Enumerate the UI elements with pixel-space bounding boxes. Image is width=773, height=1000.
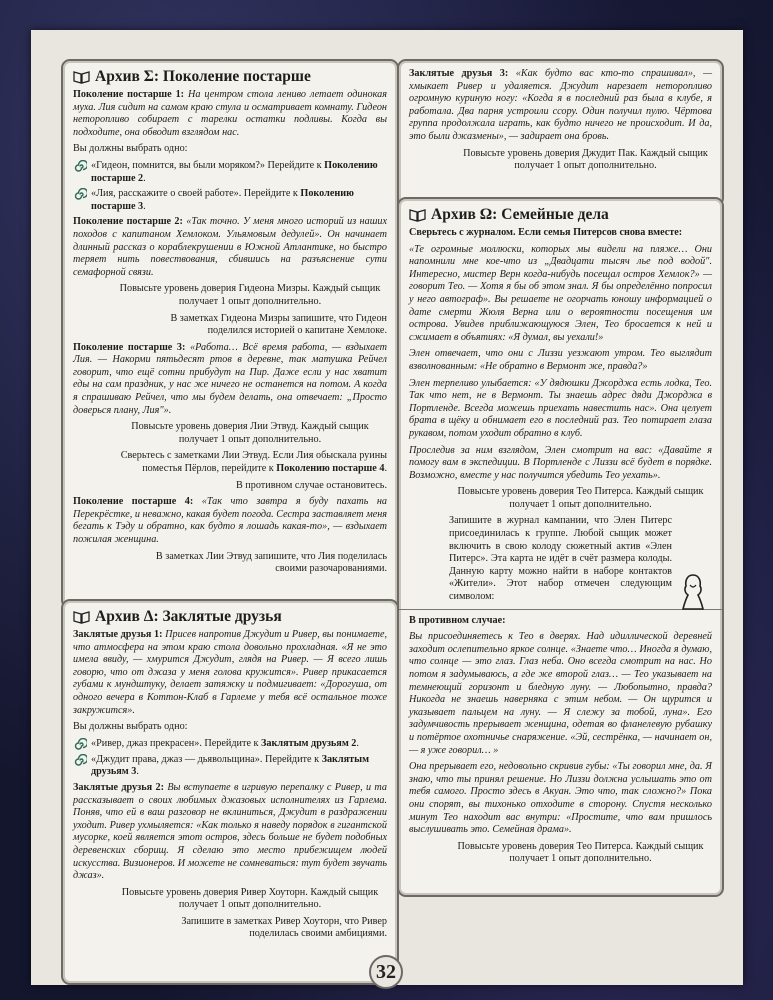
sigma-entry-4-label: Поколение постарше 4: xyxy=(73,496,194,508)
delta-entry-3 xyxy=(409,68,712,144)
omega-paragraph-2: Элен отвечает, что они с Лиззи уезжают утром. Тео выглядит взволнованным: «Не обратно в Вермонт же, правда?» xyxy=(409,348,712,372)
delta-option-1-label: «Ривер, джаз прекрасен». Перейдите к Заклятым друзьям 2. xyxy=(91,737,359,749)
omega-check xyxy=(409,227,712,240)
delta-option-2-label: «Джудит права, джаз — дьявольщина». Перейдите к Заклятым друзьям 3. xyxy=(91,753,370,778)
residents-encounter-symbol-icon xyxy=(680,571,706,611)
page xyxy=(31,30,743,985)
sigma-option-2-link[interactable]: Поколению постарше 3 xyxy=(91,188,354,212)
delta-option-2-link[interactable]: Заклятым друзьям 3 xyxy=(91,753,370,778)
sigma-entry-3-check: Сверьтесь с заметками Лии Этвуд. Если Лия обыскала руины поместья Пёрлов, перейдите к Поколению постарше 4. xyxy=(120,450,387,475)
sigma-option-1-text: «Гидеон, помнится, вы были моряком?» Перейдите к xyxy=(91,159,325,171)
sigma-entry-2-label: Поколение постарше 2: xyxy=(73,216,183,228)
archive-sigma-box xyxy=(61,59,399,609)
sigma-entry-3-text: «Работа… Всё время работа, — вздыхает Лия. — Накорми пятьдесят ртов в деревне, так матушка Рейчел говорит, что ещё сотни прибудут на Пир. Даже если у нас хватит еды на сам праздник, у нас же ничего не останется на потом. А когда я спрашиваю Рейчел, что мы будем делать, она отвечает: „Просто доверься плану, Лия"». xyxy=(73,341,387,416)
sigma-entry-4 xyxy=(73,496,387,546)
omega-journal: Запишите в журнал кампании, что Элен Питерс присоединилась к группе. Любой сыщик может включить в свою колоду сюжетный актив «Элен Питерс». Эта карта не идёт в счёт размера колоды. Данную карту можно найти в наборе контактов «Жители». Этот набор отмечен следующим символом: xyxy=(449,515,672,603)
archive-delta-continued-box xyxy=(397,59,724,207)
sigma-choose: Вы должны выбрать одно: xyxy=(73,143,188,155)
spiral-icon xyxy=(73,754,87,767)
spiral-icon xyxy=(73,188,87,201)
book-icon xyxy=(409,208,426,222)
archive-omega-title: Архив Ω: Семейные дела xyxy=(431,206,609,223)
sigma-entry-4-text: «Так что завтра я буду пахать на Перекрёстке, и неважно, какая будет погода. Сестра заставляет меня бегать к Тэду и обратно, как будто я лошадь какая-то», — вздыхает пожилая женщина. xyxy=(73,496,388,545)
sigma-entry-3-link[interactable]: Поколению постарше 4 xyxy=(276,463,385,475)
sigma-entry-3 xyxy=(73,342,387,418)
delta-option-1-text: «Ривер, джаз прекрасен». Перейдите к xyxy=(91,737,262,749)
delta-entry-2-text: Вы вступаете в игривую перепалку с Ривер, и та рассказывает о своих любимых джазовых исполнителях из Гарлема. Поняв, что ей в ваш разговор не вклиниться, Джудит в раздражении уходит. Ривер ухмыляется: «Как только я наведу порядок в гигантской мусорке, коей является этот остров, здесь больше не будет подобных деревенских сборищ. Я сделаю это место прибежищем людей искусства. Визионеров. И можете не сомневаться: тут будет звучать джаз». xyxy=(73,781,388,882)
sigma-entry-1 xyxy=(73,89,387,139)
delta-entry-3-reward: Повысьте уровень доверия Джудит Пак. Каждый сыщик получает 1 опыт дополнительно. xyxy=(463,147,708,172)
delta-option-1-link[interactable]: Заклятым друзьям 2 xyxy=(261,737,357,749)
delta-entry-3-text: «Как будто вас кто-то спрашивал», — хмыкает Ривер и удаляется. Джудит нарезает неторопливо огромную куриную ногу: «Когда я в последний раз была в клубе, я работала. Два парня устроили ссору. Один получил пулю. Чёртова группа продолжала играть, как будто ничего не происходит. И да, это были джазмены», — задирает она бровь. xyxy=(409,68,713,142)
sigma-entry-2 xyxy=(73,216,387,279)
omega-else-paragraph-1: Вы присоединяетесь к Тео в дверях. Над идиллической деревней заходит ослепительно яркое солнце. «Знаете что… Иногда я думаю, что солнце — это глаз. Глаз неба. Оно всегда смотрит на нас. Но потом я задумываюсь, а где же второй глаз… — Тео указывает на темнеющий горизонт и бледную луну. — Любопытно, правда? Никогда не знаешь наверняка с этим небом. — Он щурится и указывает пальцем на луну. — Я слежу за тобой, луна». Его задумчивость прерывает женщина, одетая во фланелевую рубашку и потёртое охотничье снаряжение. «Эй, сестрёнка, — начинает он, — я уже говорил… » xyxy=(409,631,712,756)
archive-delta-heading xyxy=(73,608,387,626)
delta-entry-2-label: Заклятые друзья 2: xyxy=(73,781,164,793)
sigma-entry-3-label: Поколение постарше 3: xyxy=(73,341,186,353)
sigma-entry-3-reward: Повысьте уровень доверия Лии Этвуд. Каждый сыщик получает 1 опыт дополнительно. xyxy=(131,421,369,445)
sigma-entry-1-text: На центром стола лениво летает одинокая муха. Лия сидит на самом краю стула и осматривает комнату. Гидеон неторопливо собирает с тарелки остатки подливы. Когда вы подходите, она обводит взглядом нас. xyxy=(73,89,387,138)
omega-else-paragraph-2: Она прерывает его, недовольно скривив губы: «Ты говорил мне, да. Я знаю, что ты принял решение. Но Лиззи должна услышать это от тебя самого. Просто здесь в Акуан. Это что, так сложно?» Пока они спорят, вы тихонько отходите в сторону. Спустя несколько минут Тео находит вас внутри: «Простите, что вам пришлось выслушивать это. Семейная драма». xyxy=(409,761,712,836)
archive-omega-heading xyxy=(409,206,712,224)
spiral-icon xyxy=(73,738,87,751)
sigma-entry-4-note: В заметках Лии Этвуд запишите, что Лия поделилась своими разочарованиями. xyxy=(155,550,387,575)
omega-reward-2: Повысьте уровень доверия Тео Питерса. Каждый сыщик получает 1 опыт дополнительно. xyxy=(457,840,704,865)
omega-else-label xyxy=(409,615,712,628)
sigma-option-1[interactable] xyxy=(73,160,387,185)
archive-omega-box xyxy=(397,197,724,897)
delta-entry-1 xyxy=(73,629,387,717)
delta-choose: Вы должны выбрать одно: xyxy=(73,721,188,733)
delta-entry-2 xyxy=(73,782,387,883)
archive-delta-title: Архив Δ: Заклятые друзья xyxy=(95,608,282,625)
omega-paragraph-3: Элен терпеливо улыбается: «У дядюшки Джорджа есть лодка, Тео. Так что нет, не в Вермонт. Ты знаешь адрес дяди Джорджа в Портленде. Всегда можешь приехать навестить нас». Она целует брата в щёку и обнимает его в последний раз. Тео потирает глаза рукавом, потом уходит обратно в клуб. xyxy=(409,377,712,439)
omega-reward-1: Повысьте уровень доверия Тео Питерса. Каждый сыщик получает 1 опыт дополнительно. xyxy=(457,486,704,510)
page-number: 32 xyxy=(369,955,403,989)
sigma-option-2-text: «Лия, расскажите о своей работе». Перейдите к xyxy=(91,188,301,200)
omega-divider xyxy=(399,609,722,610)
sigma-option-1-label: «Гидеон, помнится, вы были моряком?» Перейдите к Поколению постарше 2. xyxy=(91,159,378,184)
book-icon xyxy=(73,610,90,624)
delta-option-2-text: «Джудит права, джаз — дьявольщина». Перейдите к xyxy=(91,753,322,765)
sigma-entry-2-note: В заметках Гидеона Мизры запишите, что Гидеон поделился историей о капитане Хемлоке. xyxy=(170,312,387,337)
sigma-entry-1-label: Поколение постарше 1: xyxy=(73,89,185,100)
sigma-option-2[interactable] xyxy=(73,188,387,213)
delta-option-1[interactable] xyxy=(73,738,387,751)
book-icon xyxy=(73,70,90,84)
sigma-entry-2-reward: Повысьте уровень доверия Гидеона Мизры. Каждый сыщик получает 1 опыт дополнительно. xyxy=(119,283,381,307)
archive-delta-box xyxy=(61,599,399,985)
omega-else-label-text: В противном случае: xyxy=(409,614,506,626)
archive-sigma-title: Архив Σ: Поколение постарше xyxy=(95,68,311,85)
omega-paragraph-4: Проследив за ним взглядом, Элен смотрит на вас: «Давайте я помогу вам в экспедиции. В Портленде с Лиззи всё будет в порядке. Возможно, вместе у нас получится убедить Тео уехать». xyxy=(409,444,712,481)
delta-entry-1-label: Заклятые друзья 1: xyxy=(73,629,163,640)
delta-entry-1-text: Присев напротив Джудит и Ривер, вы понимаете, что атмосфера на этом краю стола довольно прохладная. «Я не это имела ввиду, — хмурится Джудит, глядя на Ривер. — Я всего лишь говорю, что от джаза у меня голова кружится». Ривер прикасается губами к мундштуку, делает затяжку и подмигивает: «Дорогуша, от одного вечера в Коттон-Клаб в Гарлеме у тебя всё остальное тоже закружится». xyxy=(73,629,388,716)
sigma-entry-2-text: «Так точно. У меня много историй из наших походов с капитаном Хемлоком. Ульямовым дедулей». Он начинает длинный рассказ о кораблекрушении в Южной Атлантике, но быстро теряет нить повествования, сбившись на разъяснение сути семафорной связи. xyxy=(73,216,387,278)
sigma-entry-3-else: В противном случае остановитесь. xyxy=(235,479,387,491)
spiral-icon xyxy=(73,160,87,173)
sigma-option-2-label: «Лия, расскажите о своей работе». Перейдите к Поколению постарше 3. xyxy=(91,188,354,212)
delta-entry-2-note: Запишите в заметках Ривер Хоуторн, что Ривер поделилась своими амбициями. xyxy=(181,915,387,940)
delta-entry-2-reward: Повысьте уровень доверия Ривер Хоуторн. Каждый сыщик получает 1 опыт дополнительно. xyxy=(121,886,379,911)
sigma-option-1-link[interactable]: Поколению постарше 2 xyxy=(91,159,378,184)
sigma-entry-3-check-text: Сверьтесь с заметками Лии Этвуд. Если Лия обыскала руины поместья Пёрлов, перейдите к xyxy=(120,450,387,475)
omega-check-text: Сверьтесь с журналом. Если семья Питерсов снова вместе: xyxy=(409,227,683,238)
delta-entry-3-label: Заклятые друзья 3: xyxy=(409,68,509,79)
omega-paragraph-1: «Те огромные моллюски, которых мы видели на пляже… Они напомнили мне кое-что из „Двадцати тысяч лье под водой". Интересно, мистер Верн когда-нибудь посещал остров Хемлок?» — говорит Тео. — Хотя я бы об этом знал. Я бы определённо попросил у него автограф». Вы решаете не огорчать юношу информацией о дате смерти Жюля Верна или о вероятности посещения им острова. Увидев приближающуюся Элен, Тео бросается к ней и сжимает в объятиях: «Я думал, вы уехали!» xyxy=(409,243,712,343)
delta-option-2[interactable] xyxy=(73,754,387,779)
archive-sigma-heading xyxy=(73,68,387,86)
